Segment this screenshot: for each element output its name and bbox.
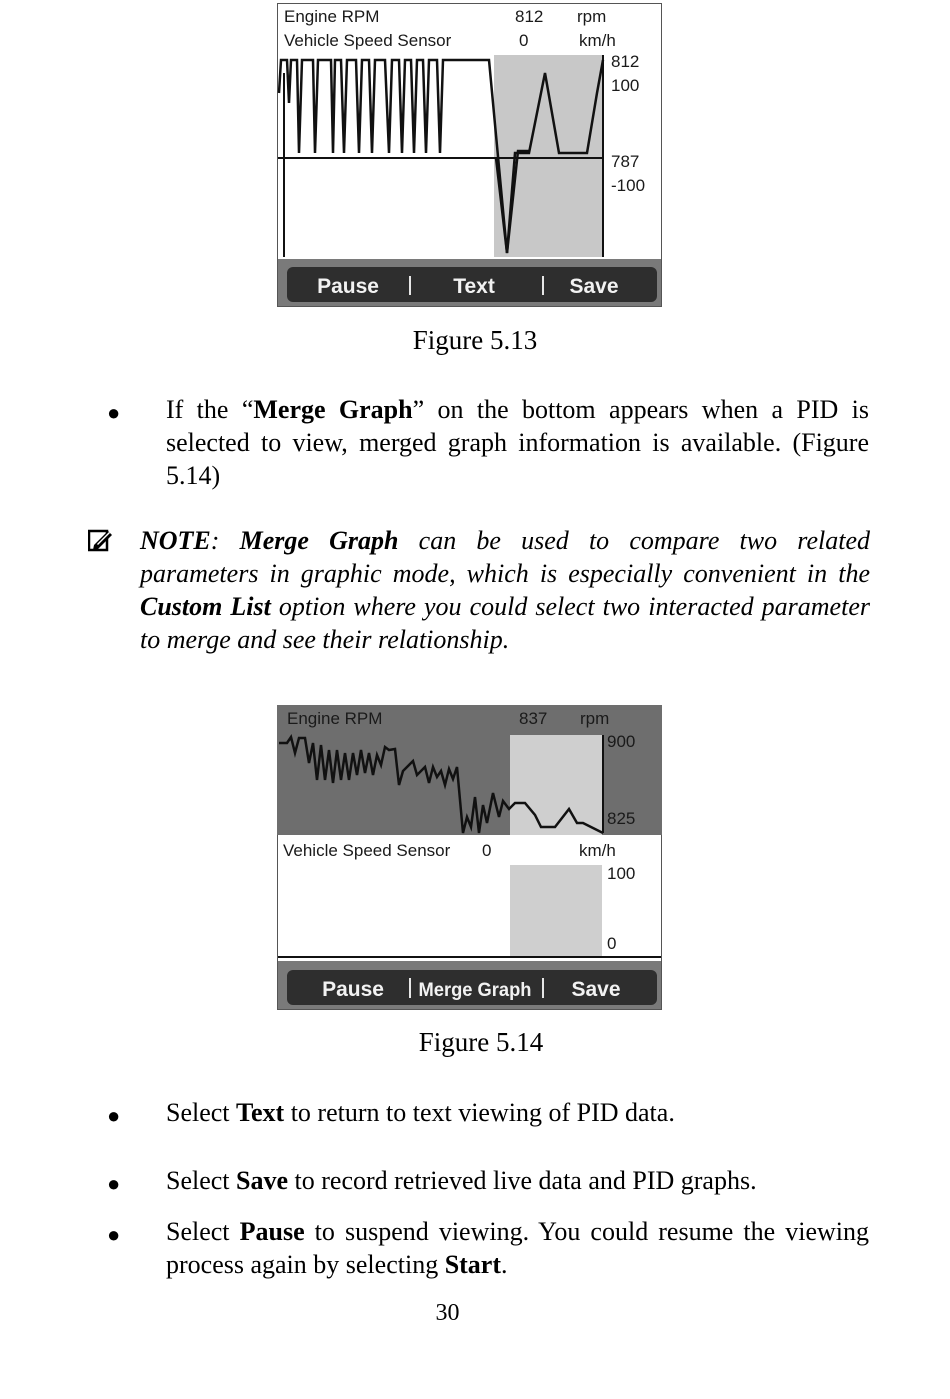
rpm-shaded-window (510, 735, 602, 835)
note-bold-custom-list: Custom List (140, 592, 271, 621)
bullet-dot: ● (107, 1222, 121, 1247)
bullet-paragraph-4 (166, 1215, 869, 1281)
bullet-paragraph-2 (166, 1096, 869, 1129)
bullet4-bold-start: Start (444, 1250, 502, 1279)
scale-bottom-speed: -100 (611, 176, 646, 195)
graph-screen-2 (277, 705, 662, 1010)
graph-screen-1 (277, 3, 662, 307)
pid2-name: Vehicle Speed Sensor (284, 31, 452, 50)
note-text-1: can be used to compare two related parameters in graphic mode, which is especially convenient in the (140, 526, 870, 588)
pause-button-label[interactable]: Pause (322, 978, 384, 1001)
figure-5-13-screen (277, 3, 662, 307)
note-sep: : (210, 526, 240, 555)
bullet3-text-a: Select (166, 1166, 237, 1195)
pid1-name: Engine RPM (287, 709, 383, 728)
pid1-unit: rpm (580, 709, 610, 728)
pid1-name: Engine RPM (284, 7, 380, 26)
bullet2-text-b: to return to text viewing of PID data. (284, 1098, 675, 1127)
save-button[interactable] (569, 275, 618, 298)
pid1-value: 837 (519, 709, 548, 728)
scale-top-speed: 100 (611, 76, 640, 95)
pause-button[interactable] (317, 275, 379, 298)
bullet4-text-a: Select (166, 1217, 240, 1246)
bullet-dot: ● (107, 1103, 121, 1128)
pid2-value: 0 (519, 31, 529, 50)
note-pencil-icon (88, 528, 114, 552)
text-button[interactable] (453, 275, 495, 298)
note-text-2: option where you could select two interacted parameter to merge and see their relationship. (140, 592, 870, 654)
figure-caption-1: Figure 5.13 (412, 325, 538, 355)
bullet-dot: ● (107, 1171, 121, 1196)
bullet3-text-b: to record retrieved live data and PID graphs. (288, 1166, 757, 1195)
figure-5-14-screen (277, 705, 662, 1010)
text-button-label[interactable]: Text (453, 275, 495, 298)
pid1-scale-bottom: 825 (607, 809, 636, 828)
pid2-scale-top: 100 (607, 864, 636, 883)
pid2-value: 0 (482, 841, 492, 860)
save-button-label[interactable]: Save (571, 978, 621, 1001)
pause-button[interactable] (322, 978, 384, 1001)
bullet2-text-a: Select (166, 1098, 237, 1127)
pid2-unit: km/h (579, 31, 616, 50)
note-label: NOTE (140, 526, 211, 555)
pid2-name: Vehicle Speed Sensor (283, 841, 451, 860)
merge-graph-button[interactable] (419, 980, 532, 1001)
save-button[interactable] (571, 978, 620, 1001)
speed-shaded-window (510, 865, 602, 957)
page-number: 30 (435, 1300, 460, 1326)
bullet-paragraph-1 (166, 393, 869, 492)
merge-graph-button-label[interactable]: Merge Graph (418, 980, 532, 1001)
pid2-scale-bottom: 0 (607, 934, 617, 953)
bullet2-bold: Text (236, 1098, 285, 1127)
bullet-dot: ● (107, 400, 121, 425)
figure-caption-2: Figure 5.14 (418, 1027, 544, 1057)
note-bold-merge-graph: Merge Graph (239, 526, 399, 555)
scale-top-rpm: 812 (611, 52, 640, 71)
pid1-unit: rpm (577, 7, 607, 26)
save-button-label[interactable]: Save (569, 275, 619, 298)
bullet4-text-b: to suspend viewing. You could resume the viewing process again by selecting (166, 1217, 870, 1279)
pid1-value: 812 (515, 7, 544, 26)
bullet3-bold: Save (236, 1166, 289, 1195)
bullet1-text-a: If the “ (166, 395, 254, 424)
note-paragraph (140, 524, 870, 656)
bullet4-bold-pause: Pause (239, 1217, 305, 1246)
bullet-paragraph-3 (166, 1164, 869, 1197)
bullet1-text-b: ” on the bottom appears when a PID is selected to view, merged graph information is available. (Figure 5.14) (166, 395, 869, 490)
pid2-unit: km/h (579, 841, 616, 860)
pid1-scale-top: 900 (607, 732, 636, 751)
pause-button-label[interactable]: Pause (317, 275, 379, 298)
bullet4-text-c: . (501, 1250, 508, 1279)
bullet1-bold: Merge Graph (253, 395, 413, 424)
scale-bottom-rpm: 787 (611, 152, 640, 171)
